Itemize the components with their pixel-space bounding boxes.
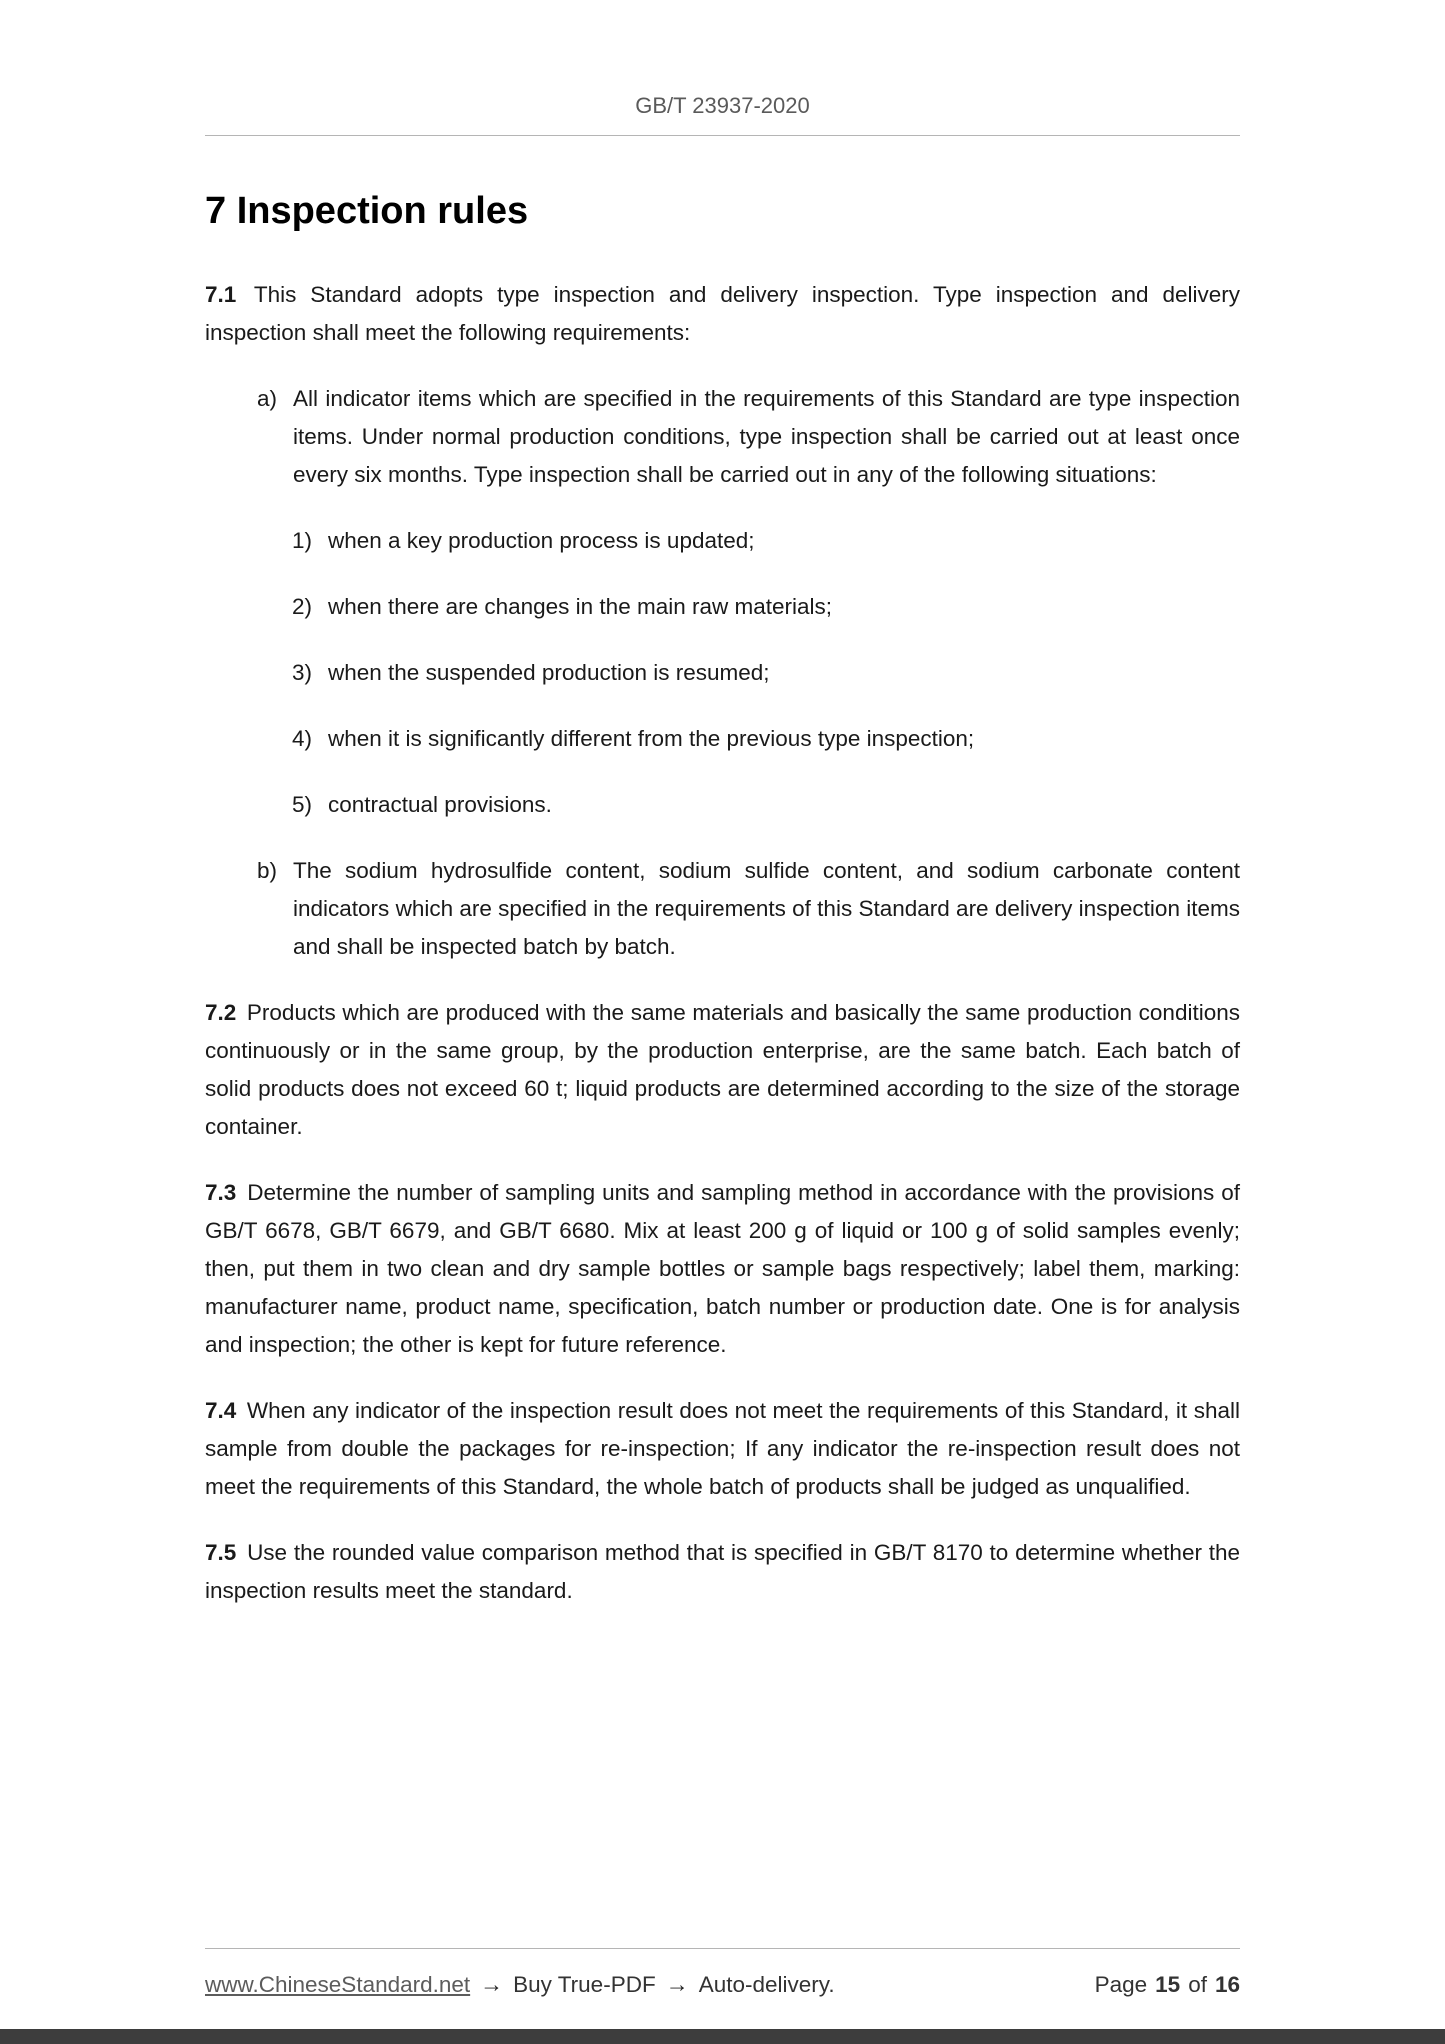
paragraph-7-5: [205, 1534, 1240, 1610]
list-item-5: [292, 786, 1240, 824]
list-text: when the suspended production is resumed;: [328, 660, 770, 685]
list-item-3: [292, 654, 1240, 692]
paragraph-text: This Standard adopts type inspection and delivery inspection. Type inspection and delivery inspection shall meet the following requirements:: [205, 282, 1240, 345]
right-arrow-icon: →: [480, 1971, 504, 1997]
list-label: 5): [292, 792, 313, 817]
footer-buy-text: Buy True-PDF: [513, 1972, 656, 1997]
paragraph-number: 7.5: [205, 1540, 237, 1565]
list-text: when there are changes in the main raw materials;: [328, 594, 833, 619]
paragraph-text: Products which are produced with the same materials and basically the same production conditions continuously or in the same group, by the production enterprise, are the same batch. Each batch of solid products does not exceed 60 t; liquid products are determined according to the size of the storage container.: [205, 1000, 1240, 1139]
list-item-4: [292, 720, 1240, 758]
document-header: [205, 0, 1240, 119]
footer-source-line: [205, 1969, 835, 2000]
list-text: when it is significantly different from the previous type inspection;: [328, 726, 975, 751]
paragraph-text: Use the rounded value comparison method that is specified in GB/T 8170 to determine whether the inspection results meet the standard.: [205, 1540, 1240, 1603]
list-label: 1): [292, 528, 313, 553]
list-item-2: [292, 588, 1240, 626]
list-label: a): [257, 386, 278, 411]
page-indicator: [1095, 1970, 1240, 2000]
footer-divider: [205, 1948, 1240, 1949]
page-total: 16: [1214, 1972, 1240, 1997]
doc-number: GB/T 23937-2020: [635, 93, 810, 118]
footer-link[interactable]: www.ChineseStandard.net: [205, 1972, 471, 1997]
list-label: 2): [292, 594, 313, 619]
list-text: contractual provisions.: [328, 792, 552, 817]
list-label: 3): [292, 660, 313, 685]
paragraph-7-4: [205, 1392, 1240, 1506]
list-item-b: [257, 852, 1240, 966]
page-footer: [205, 1948, 1240, 2000]
paragraph-7-2: [205, 994, 1240, 1146]
paragraph-7-1: [205, 276, 1240, 352]
paragraph-number: 7.3: [205, 1180, 237, 1205]
page-bottom-edge: [0, 2029, 1445, 2044]
page-of-label: of: [1188, 1972, 1207, 1997]
paragraph-text: When any indicator of the inspection result does not meet the requirements of this Standard, it shall sample from double the packages for re-inspection; If any indicator the re-inspection result does not meet the requirements of this Standard, the whole batch of products shall be judged as unqualified.: [205, 1398, 1240, 1499]
list-text: All indicator items which are specified in the requirements of this Standard are type inspection items. Under normal production conditions, type inspection shall be carried out at least once every six months. Type inspection shall be carried out in any of the following situations:: [293, 386, 1240, 487]
list-item-1: [292, 522, 1240, 560]
list-text: The sodium hydrosulfide content, sodium sulfide content, and sodium carbonate content indicators which are specified in the requirements of this Standard are delivery inspection items and shall be inspected batch by batch.: [293, 858, 1240, 959]
paragraph-number: 7.4: [205, 1398, 237, 1423]
paragraph-number: 7.2: [205, 1000, 237, 1025]
header-divider: [205, 135, 1240, 136]
page-label: Page: [1094, 1972, 1148, 1997]
page-current: 15: [1155, 1972, 1181, 1997]
right-arrow-icon: →: [665, 1971, 689, 1997]
list-item-a: [257, 380, 1240, 494]
footer-delivery-text: Auto-delivery.: [698, 1972, 835, 1997]
section-title: 7 Inspection rules: [205, 190, 529, 232]
list-label: b): [257, 858, 278, 883]
list-text: when a key production process is updated;: [328, 528, 755, 553]
paragraph-7-3: [205, 1174, 1240, 1364]
paragraph-text: Determine the number of sampling units and sampling method in accordance with the provisions of GB/T 6678, GB/T 6679, and GB/T 6680. Mix at least 200 g of liquid or 100 g of solid samples evenly; then, put them in two clean and dry sample bottles or sample bags respectively; label them, marking: manufacturer name, product name, specification, batch number or production date. One is for analysis and inspection; the other is kept for future reference.: [205, 1180, 1240, 1357]
paragraph-number: 7.1: [205, 282, 237, 307]
list-label: 4): [292, 726, 313, 751]
